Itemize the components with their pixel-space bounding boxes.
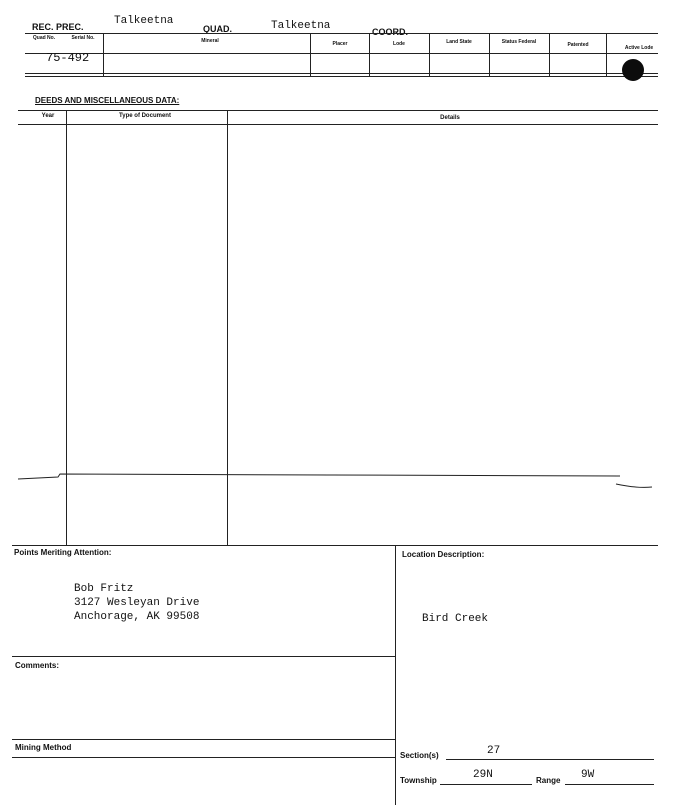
col-sep-5 xyxy=(489,34,490,76)
col-lode: Lode xyxy=(393,41,405,47)
col-sep-1 xyxy=(103,34,104,76)
range-underline xyxy=(565,784,654,785)
col-placer: Placer xyxy=(332,41,348,47)
col-serial-no: Serial No. xyxy=(71,35,95,41)
section-value: 27 xyxy=(487,745,501,757)
rec-prec-label: REC. PREC. xyxy=(32,22,84,32)
mining-rule xyxy=(12,739,395,740)
section-underline xyxy=(446,759,654,760)
col-sep-4 xyxy=(429,34,430,76)
township-label: Township xyxy=(400,776,437,785)
handdrawn-rule xyxy=(0,465,678,495)
points-line-3: Anchorage, AK 99508 xyxy=(74,611,200,623)
record-number: 75-492 xyxy=(46,51,90,65)
deeds-header-rule xyxy=(18,124,658,125)
col-status-federal: Status Federal xyxy=(501,39,537,45)
points-line-1: Bob Fritz xyxy=(74,583,134,595)
col-sep-6 xyxy=(549,34,550,76)
quad-label: QUAD. xyxy=(203,24,232,34)
col-patented: Patented xyxy=(567,42,589,48)
range-value: 9W xyxy=(581,769,595,781)
comments-label: Comments: xyxy=(15,661,60,670)
col-mineral: Mineral xyxy=(201,38,219,44)
col-sep-3 xyxy=(369,34,370,76)
col-active: Active Lode xyxy=(624,45,654,51)
deeds-heading: DEEDS AND MISCELLANEOUS DATA: xyxy=(35,96,180,105)
col-sep-2 xyxy=(310,34,311,76)
coord-label: COORD. xyxy=(372,27,408,37)
location-label: Location Description: xyxy=(402,550,485,559)
rec-prec-value: Talkeetna xyxy=(114,15,174,27)
township-underline xyxy=(440,784,532,785)
record-row-rule xyxy=(25,73,658,74)
deeds-col-details: Details xyxy=(440,115,460,121)
mining-bottom-rule xyxy=(12,757,395,758)
section-label: Section(s) xyxy=(400,751,439,760)
quad-value: Talkeetna xyxy=(271,20,331,32)
mining-label: Mining Method xyxy=(15,743,72,752)
deeds-top-rule xyxy=(18,110,658,111)
bottom-divider xyxy=(395,545,396,805)
location-value: Bird Creek xyxy=(422,613,489,625)
comments-rule xyxy=(12,656,395,657)
points-address xyxy=(74,582,199,624)
header-rule xyxy=(25,33,658,34)
deeds-col-year: Year xyxy=(41,113,55,119)
deeds-col-type: Type of Document xyxy=(119,113,171,119)
col-land-state: Land State xyxy=(446,39,472,45)
column-header-rule xyxy=(25,53,658,54)
points-line-2: 3127 Wesleyan Drive xyxy=(74,597,200,609)
bottom-top-rule xyxy=(12,545,658,546)
record-row-rule-2 xyxy=(25,76,658,77)
active-status-dot xyxy=(622,59,644,81)
col-sep-7 xyxy=(606,34,607,76)
range-label: Range xyxy=(536,776,561,785)
col-quad-no: Quad No. xyxy=(32,35,56,41)
township-value: 29N xyxy=(473,769,493,781)
points-label: Points Meriting Attention: xyxy=(14,548,112,557)
